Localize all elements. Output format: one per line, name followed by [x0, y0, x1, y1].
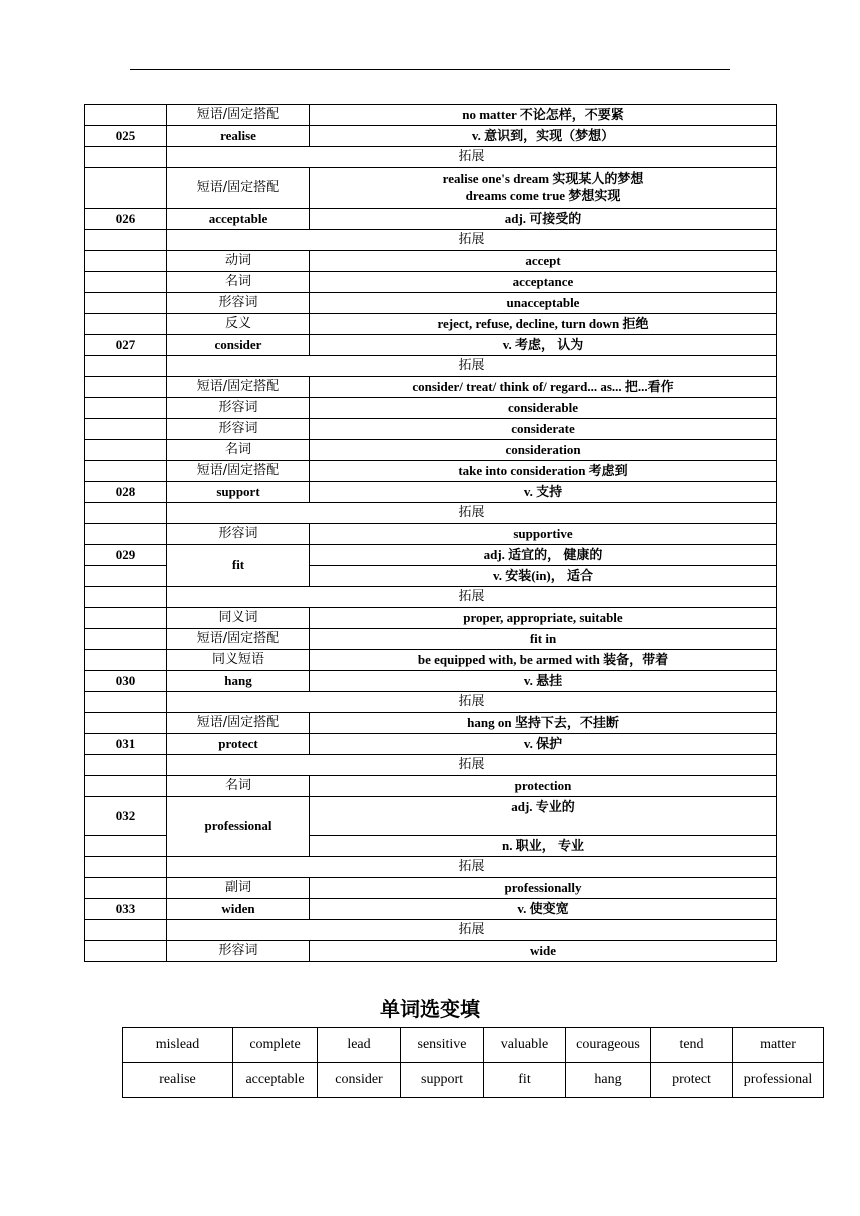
entry-number — [85, 692, 167, 713]
entry-number — [85, 168, 167, 209]
value-cell: take into consideration 考虑到 — [310, 461, 777, 482]
word-bank-cell: courageous — [566, 1028, 651, 1063]
value-cell: fit in — [310, 629, 777, 650]
value-cell: n. 职业， 专业 — [310, 836, 777, 857]
value-cell: v. 支持 — [310, 482, 777, 503]
entry-number — [85, 587, 167, 608]
entry-number — [85, 503, 167, 524]
headword-cell: professional — [167, 797, 310, 857]
table-row — [85, 293, 777, 314]
value-cell: proper, appropriate, suitable — [310, 608, 777, 629]
table-row — [85, 105, 777, 126]
headword-cell: fit — [167, 545, 310, 587]
value-cell: v. 意识到，实现（梦想） — [310, 126, 777, 147]
entry-number — [85, 857, 167, 878]
value-cell: v. 使变宽 — [310, 899, 777, 920]
category-cell: 同义词 — [167, 608, 310, 629]
table-row — [85, 168, 777, 209]
entry-number — [85, 920, 167, 941]
table-row — [85, 356, 777, 377]
entry-number — [85, 629, 167, 650]
section-title: 单词选变填 — [380, 997, 480, 1021]
table-row — [85, 335, 777, 356]
entry-number: 032 — [85, 797, 167, 836]
category-cell: 形容词 — [167, 524, 310, 545]
entry-number — [85, 356, 167, 377]
category-cell: 短语/固定搭配 — [167, 713, 310, 734]
category-cell: 副词 — [167, 878, 310, 899]
value-cell: unacceptable — [310, 293, 777, 314]
entry-number — [85, 314, 167, 335]
entry-number — [85, 776, 167, 797]
expansion-header: 拓展 — [167, 692, 777, 713]
value-cell: adj. 可接受的 — [310, 209, 777, 230]
table-row — [85, 461, 777, 482]
table-row — [85, 398, 777, 419]
word-bank-cell: lead — [318, 1028, 401, 1063]
entry-number — [85, 398, 167, 419]
headword-cell: hang — [167, 671, 310, 692]
category-cell: 形容词 — [167, 419, 310, 440]
table-row — [85, 377, 777, 398]
table-row — [85, 755, 777, 776]
word-bank-cell: mislead — [123, 1028, 233, 1063]
word-bank-cell: protect — [651, 1063, 733, 1098]
category-cell: 短语/固定搭配 — [167, 377, 310, 398]
category-cell: 形容词 — [167, 398, 310, 419]
entry-number — [85, 293, 167, 314]
entry-number — [85, 251, 167, 272]
headword-cell: support — [167, 482, 310, 503]
entry-number — [85, 836, 167, 857]
value-cell — [310, 797, 777, 836]
value-cell: wide — [310, 941, 777, 962]
entry-number — [85, 272, 167, 293]
table-row — [85, 126, 777, 147]
headword-cell: consider — [167, 335, 310, 356]
table-row — [85, 482, 777, 503]
table-row — [85, 251, 777, 272]
value-cell — [310, 168, 777, 209]
entry-number — [85, 377, 167, 398]
entry-number — [85, 941, 167, 962]
category-cell: 短语/固定搭配 — [167, 461, 310, 482]
entry-number: 028 — [85, 482, 167, 503]
entry-number: 031 — [85, 734, 167, 755]
value-cell: reject, refuse, decline, turn down 拒绝 — [310, 314, 777, 335]
word-bank-cell: sensitive — [401, 1028, 484, 1063]
expansion-header: 拓展 — [167, 587, 777, 608]
table-row — [85, 230, 777, 251]
value-line: realise one's dream 实现某人的梦想 — [442, 171, 644, 187]
expansion-header: 拓展 — [167, 920, 777, 941]
value-cell: v. 安装(in)， 适合 — [310, 566, 777, 587]
word-bank-cell: realise — [123, 1063, 233, 1098]
value-cell: acceptance — [310, 272, 777, 293]
value-cell: hang on 坚持下去，不挂断 — [310, 713, 777, 734]
table-row — [85, 587, 777, 608]
table-row — [85, 797, 777, 836]
table-row — [85, 629, 777, 650]
value-cell: accept — [310, 251, 777, 272]
headword-cell: realise — [167, 126, 310, 147]
table-row — [85, 272, 777, 293]
word-bank-table — [122, 1027, 824, 1098]
word-bank-cell: acceptable — [233, 1063, 318, 1098]
entry-number: 027 — [85, 335, 167, 356]
category-cell: 短语/固定搭配 — [167, 105, 310, 126]
entry-number: 029 — [85, 545, 167, 566]
table-row — [85, 419, 777, 440]
expansion-header: 拓展 — [167, 147, 777, 168]
value-cell: v. 保护 — [310, 734, 777, 755]
word-bank-cell: professional — [733, 1063, 824, 1098]
table-row — [85, 692, 777, 713]
table-row — [85, 209, 777, 230]
table-row — [85, 314, 777, 335]
value-cell: consider/ treat/ think of/ regard... as... 把...看作 — [310, 377, 777, 398]
word-bank-cell: matter — [733, 1028, 824, 1063]
entry-number — [85, 147, 167, 168]
word-bank-row — [123, 1028, 824, 1063]
value-cell: protection — [310, 776, 777, 797]
category-cell: 短语/固定搭配 — [167, 629, 310, 650]
vocabulary-table — [84, 104, 777, 962]
table-row — [85, 776, 777, 797]
expansion-header: 拓展 — [167, 356, 777, 377]
value-cell: consideration — [310, 440, 777, 461]
table-row — [85, 857, 777, 878]
entry-number: 030 — [85, 671, 167, 692]
entry-number — [85, 566, 167, 587]
value-line: adj. 专业的 — [511, 799, 575, 814]
entry-number — [85, 713, 167, 734]
table-row — [85, 650, 777, 671]
table-row — [85, 734, 777, 755]
entry-number: 025 — [85, 126, 167, 147]
table-row — [85, 440, 777, 461]
entry-number — [85, 230, 167, 251]
expansion-header: 拓展 — [167, 755, 777, 776]
entry-number — [85, 650, 167, 671]
table-row — [85, 608, 777, 629]
table-row — [85, 524, 777, 545]
category-cell: 名词 — [167, 272, 310, 293]
value-cell: be equipped with, be armed with 装备，带着 — [310, 650, 777, 671]
entry-number — [85, 878, 167, 899]
entry-number: 026 — [85, 209, 167, 230]
table-row — [85, 147, 777, 168]
entry-number — [85, 105, 167, 126]
value-line: dreams come true 梦想实现 — [465, 188, 621, 203]
category-cell: 反义 — [167, 314, 310, 335]
entry-number — [85, 755, 167, 776]
word-bank-cell: support — [401, 1063, 484, 1098]
category-cell: 形容词 — [167, 293, 310, 314]
table-row — [85, 713, 777, 734]
table-row — [85, 503, 777, 524]
expansion-header: 拓展 — [167, 857, 777, 878]
expansion-header: 拓展 — [167, 230, 777, 251]
table-row — [85, 899, 777, 920]
entry-number — [85, 419, 167, 440]
expansion-header: 拓展 — [167, 503, 777, 524]
header-rule — [130, 69, 730, 70]
table-row — [85, 878, 777, 899]
category-cell: 名词 — [167, 776, 310, 797]
word-bank-cell: fit — [484, 1063, 566, 1098]
value-cell: considerable — [310, 398, 777, 419]
value-cell: no matter 不论怎样，不要紧 — [310, 105, 777, 126]
category-cell: 动词 — [167, 251, 310, 272]
value-cell: considerate — [310, 419, 777, 440]
word-bank-cell: consider — [318, 1063, 401, 1098]
word-bank-row — [123, 1063, 824, 1098]
headword-cell: protect — [167, 734, 310, 755]
word-bank-cell: valuable — [484, 1028, 566, 1063]
entry-number — [85, 461, 167, 482]
word-bank-cell: complete — [233, 1028, 318, 1063]
table-row — [85, 671, 777, 692]
category-cell: 同义短语 — [167, 650, 310, 671]
category-cell: 名词 — [167, 440, 310, 461]
category-cell: 短语/固定搭配 — [167, 168, 310, 209]
value-cell: adj. 适宜的， 健康的 — [310, 545, 777, 566]
word-bank-cell: hang — [566, 1063, 651, 1098]
entry-number — [85, 440, 167, 461]
table-row — [85, 545, 777, 566]
value-cell: v. 考虑， 认为 — [310, 335, 777, 356]
headword-cell: acceptable — [167, 209, 310, 230]
word-bank-cell: tend — [651, 1028, 733, 1063]
entry-number — [85, 608, 167, 629]
entry-number: 033 — [85, 899, 167, 920]
value-cell: v. 悬挂 — [310, 671, 777, 692]
value-cell: professionally — [310, 878, 777, 899]
value-cell: supportive — [310, 524, 777, 545]
entry-number — [85, 524, 167, 545]
table-row — [85, 920, 777, 941]
headword-cell: widen — [167, 899, 310, 920]
table-row — [85, 941, 777, 962]
category-cell: 形容词 — [167, 941, 310, 962]
